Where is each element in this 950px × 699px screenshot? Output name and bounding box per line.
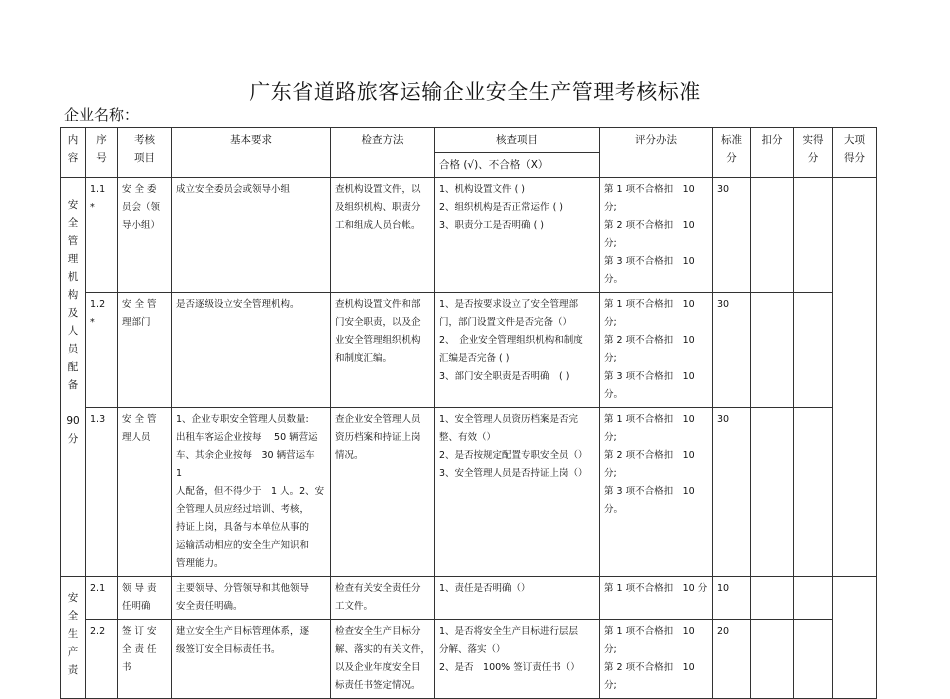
- cell-line: 1.2: [90, 299, 106, 310]
- cell-line: 标责任书签定情况。: [335, 680, 421, 691]
- cell-line: 配: [67, 361, 79, 373]
- cell-line: 人: [67, 325, 79, 337]
- cell-line: 门安全职责，以及企: [335, 317, 421, 328]
- cell-line: 全管理人员应经过培训、考核，: [176, 504, 310, 515]
- item-cell: [118, 293, 172, 408]
- requirement-cell: [172, 577, 331, 620]
- cell-line: 车、其余企业按每 30 辆营运车 1: [176, 450, 325, 479]
- actual-score-cell: [794, 178, 833, 293]
- header-scoring: 评分办法: [600, 128, 713, 178]
- cell-line: 管理能力。: [176, 558, 224, 569]
- check-cell: [435, 293, 600, 408]
- deduction-cell: [751, 408, 794, 577]
- cell-line: 1、是否将安全生产目标进行层层: [439, 626, 579, 637]
- cell-line: 90: [66, 415, 80, 427]
- cell-line: 持证上岗，具备与本单位从事的: [176, 522, 310, 533]
- cell-line: 导小组）: [122, 220, 161, 231]
- actual-score-cell: [794, 293, 833, 408]
- cell-line: 1、是否按要求设立了安全管理部: [439, 299, 579, 310]
- cell-line: 以及企业年度安全目: [335, 662, 421, 673]
- cell-line: 第 2 项不合格扣 10 分;: [604, 335, 695, 364]
- requirement-cell: [172, 620, 331, 699]
- seq-cell: [86, 293, 118, 408]
- header-item: 考核 项目: [118, 128, 172, 178]
- table-row: [61, 293, 877, 408]
- cell-line: 人配备，但不得少于 1 人。2、安: [176, 486, 325, 497]
- method-cell: [331, 408, 435, 577]
- cell-line: 第 1 项不合格扣 10 分;: [604, 299, 695, 328]
- header-row-1: [61, 128, 877, 153]
- cell-line: 2、 企业安全管理组织机构和制度: [439, 335, 583, 346]
- cell-line: 领 导 责: [122, 583, 157, 594]
- cell-line: 查机构设置文件，以: [335, 184, 421, 195]
- actual-score-cell: [794, 620, 833, 699]
- check-cell: [435, 577, 600, 620]
- cell-line: 第 3 项不合格扣 10 分。: [604, 371, 695, 400]
- cell-line: 管: [67, 235, 79, 247]
- cell-line: 查企业安全管理人员: [335, 414, 421, 425]
- method-cell: [331, 620, 435, 699]
- standard-score-cell: 30: [713, 408, 751, 577]
- header-check-sub: 合格 (√)、不合格（X）: [435, 153, 600, 178]
- table-row: [61, 178, 877, 293]
- check-cell: [435, 408, 600, 577]
- seq-cell: [86, 620, 118, 699]
- standard-score-cell: 30: [713, 178, 751, 293]
- cell-line: 全: [67, 217, 79, 229]
- cell-line: 第 2 项不合格扣 10 分;: [604, 662, 695, 691]
- cell-line: 资历档案和持证上岗: [335, 432, 421, 443]
- actual-score-cell: [794, 408, 833, 577]
- method-cell: [331, 178, 435, 293]
- scoring-cell: [600, 620, 713, 699]
- item-cell: [118, 178, 172, 293]
- scoring-cell: [600, 408, 713, 577]
- seq-cell: [86, 408, 118, 577]
- actual-score-cell: [794, 577, 833, 620]
- requirement-cell: [172, 408, 331, 577]
- cell-line: 书: [122, 662, 132, 673]
- requirement-cell: [172, 293, 331, 408]
- cell-line: 出租车客运企业按每 50 辆营运: [176, 432, 318, 443]
- standard-score-cell: 20: [713, 620, 751, 699]
- cell-line: 运输活动相应的安全生产知识和: [176, 540, 310, 551]
- cell-line: 3、职责分工是否明确 ( ): [439, 220, 544, 231]
- cell-line: 主要领导、分管领导和其他领导: [176, 583, 310, 594]
- cell-line: 理部门: [122, 317, 151, 328]
- cell-line: 工和组成人员台帐。: [335, 220, 421, 231]
- cell-line: 2、是否按规定配置专职安全员（）: [439, 450, 588, 461]
- deduction-cell: [751, 577, 794, 620]
- cell-line: 3、部门安全职责是否明确 ( ): [439, 371, 570, 382]
- cell-line: 员: [67, 343, 79, 355]
- cell-line: 是否逐级设立安全管理机构。: [176, 299, 300, 310]
- deduction-cell: [751, 178, 794, 293]
- table-row: [61, 408, 877, 577]
- deduction-cell: [751, 620, 794, 699]
- cell-line: 1、安全管理人员资历档案是否完: [439, 414, 579, 425]
- assessment-table: [60, 127, 877, 699]
- header-seq: 序 号: [86, 128, 118, 178]
- cell-line: 机: [67, 271, 79, 283]
- header-check: 核查项目: [435, 128, 600, 153]
- cell-line: 安 全 管: [122, 299, 157, 310]
- cell-line: 分: [67, 433, 79, 445]
- section-name-cell: [61, 577, 86, 699]
- cell-line: 安: [67, 199, 79, 211]
- cell-line: 理: [67, 253, 79, 265]
- cell-line: *: [90, 202, 95, 213]
- header-method: 检查方法: [331, 128, 435, 178]
- cell-line: 成立安全委员会或领导小组: [176, 184, 291, 195]
- cell-line: 第 2 项不合格扣 10 分;: [604, 450, 695, 479]
- cell-line: 理人员: [122, 432, 151, 443]
- cell-line: 全 责 任: [122, 644, 157, 655]
- cell-line: 1、机构设置文件 ( ): [439, 184, 525, 195]
- check-cell: [435, 178, 600, 293]
- deduction-cell: [751, 293, 794, 408]
- method-cell: [331, 577, 435, 620]
- header-deduction: 扣分: [751, 128, 794, 178]
- cell-line: 第 1 项不合格扣 10 分;: [604, 184, 695, 213]
- check-cell: [435, 620, 600, 699]
- item-cell: [118, 408, 172, 577]
- scoring-cell: [600, 577, 713, 620]
- cell-line: 2、是否 100% 签订责任书（）: [439, 662, 580, 673]
- item-cell: [118, 577, 172, 620]
- cell-line: 1、责任是否明确（）: [439, 583, 531, 594]
- cell-line: 生: [67, 628, 79, 640]
- cell-line: 情况。: [335, 450, 364, 461]
- cell-line: 1、企业专职安全管理人员数量:: [176, 414, 309, 425]
- cell-line: 工文件。: [335, 601, 374, 612]
- cell-line: 及: [67, 307, 79, 319]
- cell-line: 2.2: [90, 626, 106, 637]
- standard-score-cell: 10: [713, 577, 751, 620]
- cell-line: 安 全 管: [122, 414, 157, 425]
- table-row: [61, 620, 877, 699]
- section-score-cell: [833, 178, 877, 577]
- cell-line: 第 2 项不合格扣 10 分;: [604, 220, 695, 249]
- method-cell: [331, 293, 435, 408]
- cell-line: 任明确: [122, 601, 151, 612]
- scoring-cell: [600, 293, 713, 408]
- cell-line: 3、安全管理人员是否持证上岗（）: [439, 468, 588, 479]
- cell-line: *: [90, 317, 95, 328]
- cell-line: 第 3 项不合格扣 10 分。: [604, 256, 695, 285]
- section-name-cell: [61, 178, 86, 577]
- header-section-score: 大项 得分: [833, 128, 877, 178]
- cell-line: 产: [67, 646, 79, 658]
- cell-line: 第 1 项不合格扣 10 分: [604, 583, 708, 594]
- cell-line: 2.1: [90, 583, 106, 594]
- header-content: 内 容: [61, 128, 86, 178]
- cell-line: 业安全管理组织机构: [335, 335, 421, 346]
- cell-line: 建立安全生产目标管理体系，逐: [176, 626, 310, 637]
- header-actual-score: 实得 分: [794, 128, 833, 178]
- company-name-label: 企业名称：: [64, 106, 140, 124]
- cell-line: 2、组织机构是否正常运作 ( ): [439, 202, 563, 213]
- cell-line: 门，部门设置文件是否完备（）: [439, 317, 573, 328]
- cell-line: 安: [67, 592, 79, 604]
- cell-line: 和制度汇编。: [335, 353, 393, 364]
- scoring-cell: [600, 178, 713, 293]
- cell-line: 分解、落实（）: [439, 644, 506, 655]
- header-requirement: 基本要求: [172, 128, 331, 178]
- cell-line: 第 3 项不合格扣 10 分。: [604, 486, 695, 515]
- cell-line: 1.1: [90, 184, 106, 195]
- cell-line: 查机构设置文件和部: [335, 299, 421, 310]
- cell-line: 级签订安全目标责任书。: [176, 644, 281, 655]
- cell-line: 1.3: [90, 414, 106, 425]
- requirement-cell: [172, 178, 331, 293]
- standard-score-cell: 30: [713, 293, 751, 408]
- cell-line: 安全责任明确。: [176, 601, 243, 612]
- document-title: 广东省道路旅客运输企业安全生产管理考核标准: [249, 80, 701, 104]
- cell-line: 整、有效（）: [439, 432, 497, 443]
- cell-line: 全: [67, 610, 79, 622]
- seq-cell: [86, 577, 118, 620]
- header-standard-score: 标准 分: [713, 128, 751, 178]
- cell-line: 安 全 委: [122, 184, 157, 195]
- seq-cell: [86, 178, 118, 293]
- cell-line: 签 订 安: [122, 626, 157, 637]
- cell-line: 员会（领: [122, 202, 161, 213]
- cell-line: 备: [67, 379, 79, 391]
- cell-line: 及组织机构、职责分: [335, 202, 421, 213]
- cell-line: 汇编是否完备 ( ): [439, 353, 510, 364]
- table-row: [61, 577, 877, 620]
- cell-line: 第 1 项不合格扣 10 分;: [604, 626, 695, 655]
- cell-line: 检查有关安全责任分: [335, 583, 421, 594]
- cell-line: 构: [67, 289, 79, 301]
- cell-line: 检查安全生产目标分: [335, 626, 421, 637]
- section-score-cell: [833, 577, 877, 699]
- cell-line: 责: [67, 664, 79, 676]
- cell-line: 解、落实的有关文件，: [335, 644, 431, 655]
- item-cell: [118, 620, 172, 699]
- cell-line: 第 1 项不合格扣 10 分;: [604, 414, 695, 443]
- cell-line: [65, 394, 81, 412]
